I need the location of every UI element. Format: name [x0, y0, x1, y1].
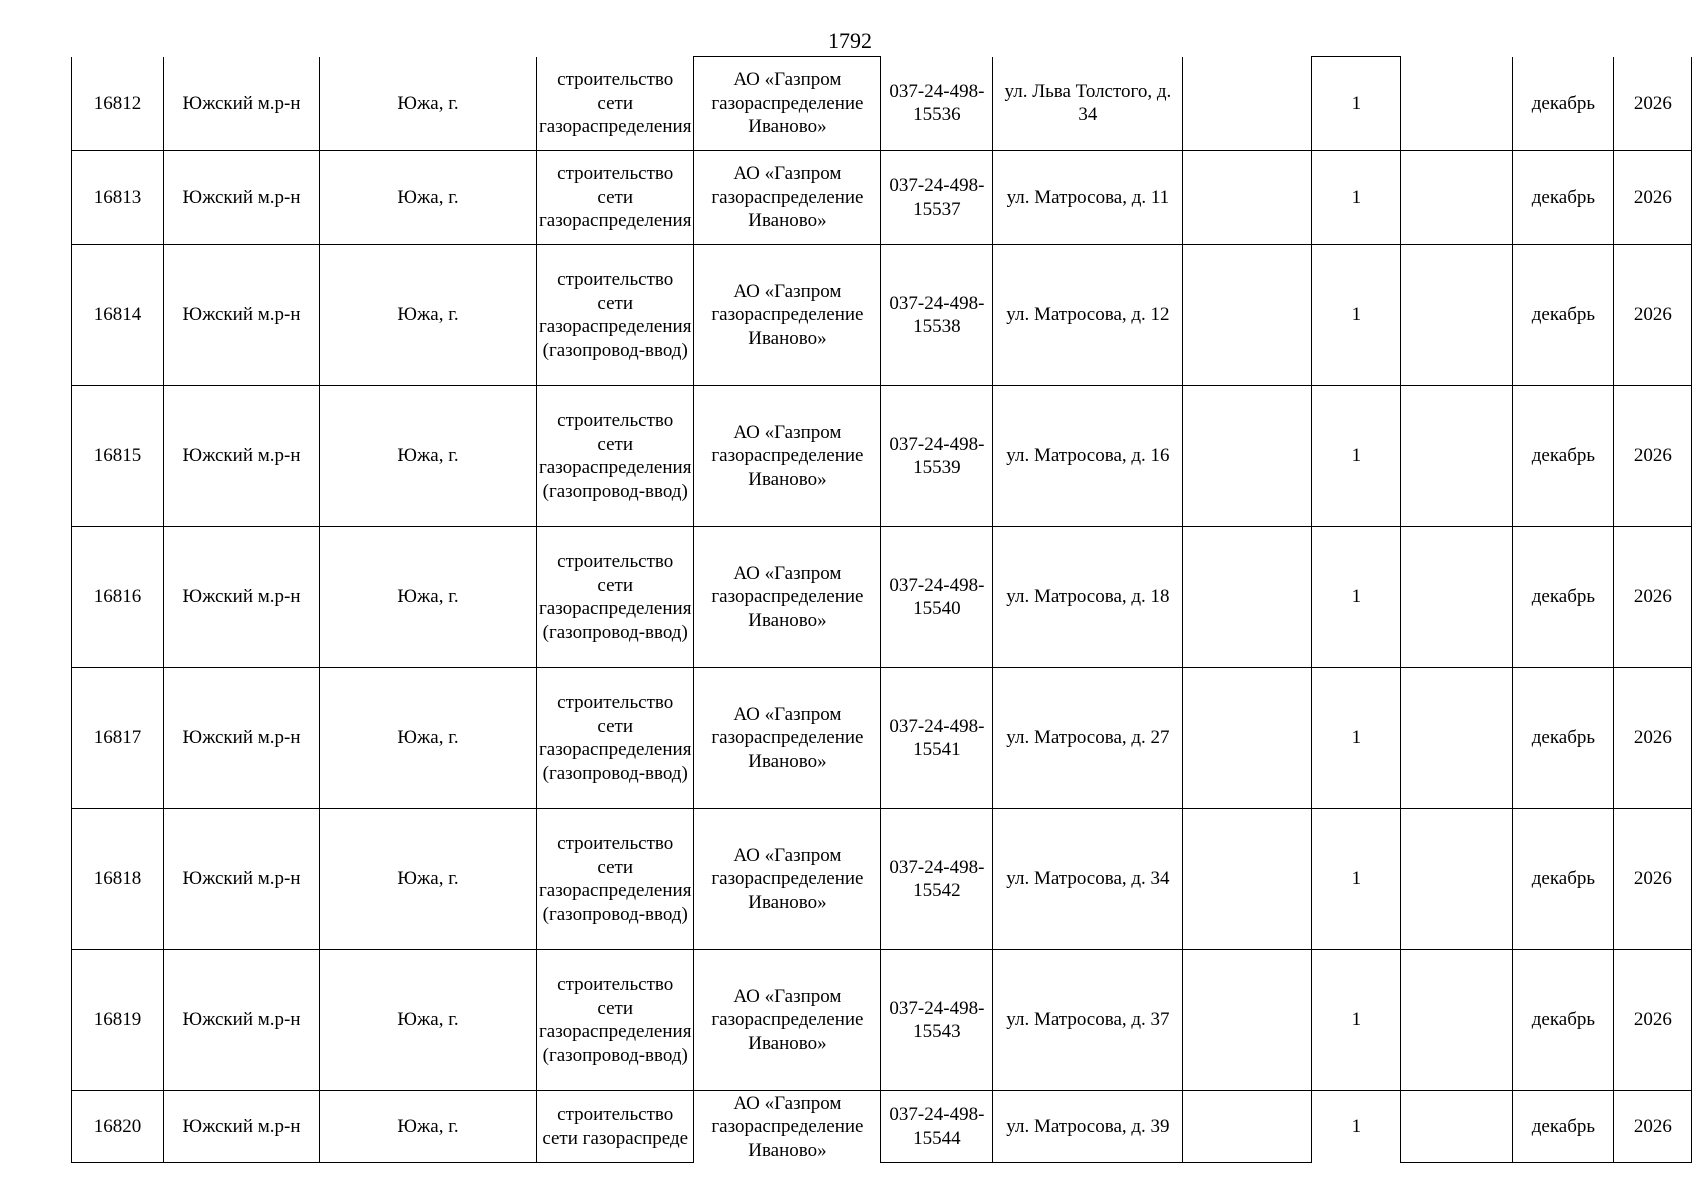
empty-cell [1401, 386, 1513, 527]
work-type-cell: строительство сети газораспределения (газопровод-ввод) [537, 950, 694, 1091]
row-number-cell: 16815 [72, 386, 164, 527]
district-cell: Южский м.р-н [164, 245, 320, 386]
work-type-cell: строительство сети газораспределения (газопровод-ввод) [537, 809, 694, 950]
quantity-cell: 1 [1312, 809, 1401, 950]
district-cell: Южский м.р-н [164, 809, 320, 950]
address-cell: ул. Матросова, д. 11 [993, 151, 1183, 245]
district-cell: Южский м.р-н [164, 950, 320, 1091]
organization-cell: АО «Газпром газораспределение Иваново» [694, 151, 881, 245]
address-cell: ул. Матросова, д. 16 [993, 386, 1183, 527]
city-cell: Южа, г. [320, 527, 537, 668]
year-cell: 2026 [1614, 245, 1692, 386]
empty-cell [1401, 57, 1513, 151]
organization-cell: АО «Газпром газораспределение Иваново» [694, 527, 881, 668]
year-cell: 2026 [1614, 57, 1692, 151]
year-cell: 2026 [1614, 950, 1692, 1091]
district-cell: Южский м.р-н [164, 386, 320, 527]
object-code-cell: 037-24-498-15538 [881, 245, 993, 386]
organization-cell: АО «Газпром газораспределение Иваново» [694, 57, 881, 151]
table-row [72, 950, 1692, 1091]
quantity-cell: 1 [1312, 668, 1401, 809]
work-type-cell: строительство сети газораспределения (газопровод-ввод) [537, 245, 694, 386]
district-cell: Южский м.р-н [164, 527, 320, 668]
city-cell: Южа, г. [320, 151, 537, 245]
table-row [72, 809, 1692, 950]
address-cell: ул. Матросова, д. 37 [993, 950, 1183, 1091]
city-cell: Южа, г. [320, 1091, 537, 1163]
work-type-cell: строительство сети газораспределения [537, 151, 694, 245]
year-cell: 2026 [1614, 809, 1692, 950]
work-type-cell: строительство сети газораспределения [537, 57, 694, 151]
quantity-cell: 1 [1312, 151, 1401, 245]
empty-cell [1401, 245, 1513, 386]
empty-cell [1183, 668, 1312, 809]
empty-cell [1401, 151, 1513, 245]
address-cell: ул. Льва Толстого, д. 34 [993, 57, 1183, 151]
object-code-cell: 037-24-498-15540 [881, 527, 993, 668]
quantity-cell: 1 [1312, 1091, 1401, 1163]
empty-cell [1401, 527, 1513, 668]
work-type-cell: строительство сети газораспреде [537, 1091, 694, 1163]
city-cell: Южа, г. [320, 57, 537, 151]
object-code-cell: 037-24-498-15536 [881, 57, 993, 151]
page-number: 1792 [828, 28, 872, 53]
address-cell: ул. Матросова, д. 18 [993, 527, 1183, 668]
empty-cell [1183, 57, 1312, 151]
table-row [72, 151, 1692, 245]
object-code-cell: 037-24-498-15543 [881, 950, 993, 1091]
month-cell: декабрь [1513, 57, 1614, 151]
month-cell: декабрь [1513, 245, 1614, 386]
table-row [72, 386, 1692, 527]
city-cell: Южа, г. [320, 245, 537, 386]
quantity-cell: 1 [1312, 57, 1401, 151]
address-cell: ул. Матросова, д. 12 [993, 245, 1183, 386]
row-number-cell: 16819 [72, 950, 164, 1091]
gas-network-table [71, 56, 1692, 1163]
work-type-cell: строительство сети газораспределения (газопровод-ввод) [537, 527, 694, 668]
empty-cell [1183, 527, 1312, 668]
month-cell: декабрь [1513, 950, 1614, 1091]
address-cell: ул. Матросова, д. 27 [993, 668, 1183, 809]
district-cell: Южский м.р-н [164, 1091, 320, 1163]
month-cell: декабрь [1513, 151, 1614, 245]
empty-cell [1183, 809, 1312, 950]
object-code-cell: 037-24-498-15537 [881, 151, 993, 245]
table-body [72, 57, 1692, 1163]
organization-cell: АО «Газпром газораспределение Иваново» [694, 386, 881, 527]
gas-network-table-container [71, 56, 1692, 1163]
row-number-cell: 16813 [72, 151, 164, 245]
row-number-cell: 16812 [72, 57, 164, 151]
work-type-cell: строительство сети газораспределения (газопровод-ввод) [537, 668, 694, 809]
quantity-cell: 1 [1312, 950, 1401, 1091]
organization-cell: АО «Газпром газораспределение Иваново» [694, 668, 881, 809]
month-cell: декабрь [1513, 527, 1614, 668]
year-cell: 2026 [1614, 668, 1692, 809]
object-code-cell: 037-24-498-15544 [881, 1091, 993, 1163]
year-cell: 2026 [1614, 386, 1692, 527]
table-row [72, 527, 1692, 668]
year-cell: 2026 [1614, 151, 1692, 245]
city-cell: Южа, г. [320, 809, 537, 950]
month-cell: декабрь [1513, 386, 1614, 527]
city-cell: Южа, г. [320, 668, 537, 809]
work-type-cell: строительство сети газораспределения (газопровод-ввод) [537, 386, 694, 527]
organization-cell: АО «Газпром газораспределение Иваново» [694, 245, 881, 386]
empty-cell [1183, 386, 1312, 527]
empty-cell [1183, 245, 1312, 386]
object-code-cell: 037-24-498-15541 [881, 668, 993, 809]
quantity-cell: 1 [1312, 527, 1401, 668]
empty-cell [1401, 809, 1513, 950]
organization-cell: АО «Газпром газораспределение Иваново» [694, 1091, 881, 1163]
year-cell: 2026 [1614, 527, 1692, 668]
row-number-cell: 16820 [72, 1091, 164, 1163]
address-cell: ул. Матросова, д. 34 [993, 809, 1183, 950]
table-row [72, 668, 1692, 809]
city-cell: Южа, г. [320, 950, 537, 1091]
district-cell: Южский м.р-н [164, 57, 320, 151]
empty-cell [1401, 950, 1513, 1091]
object-code-cell: 037-24-498-15539 [881, 386, 993, 527]
year-cell: 2026 [1614, 1091, 1692, 1163]
object-code-cell: 037-24-498-15542 [881, 809, 993, 950]
address-cell: ул. Матросова, д. 39 [993, 1091, 1183, 1163]
quantity-cell: 1 [1312, 245, 1401, 386]
row-number-cell: 16814 [72, 245, 164, 386]
quantity-cell: 1 [1312, 386, 1401, 527]
empty-cell [1183, 1091, 1312, 1163]
city-cell: Южа, г. [320, 386, 537, 527]
row-number-cell: 16816 [72, 527, 164, 668]
month-cell: декабрь [1513, 1091, 1614, 1163]
month-cell: декабрь [1513, 809, 1614, 950]
empty-cell [1401, 1091, 1513, 1163]
month-cell: декабрь [1513, 668, 1614, 809]
empty-cell [1183, 151, 1312, 245]
table-row [72, 57, 1692, 151]
empty-cell [1183, 950, 1312, 1091]
row-number-cell: 16818 [72, 809, 164, 950]
empty-cell [1401, 668, 1513, 809]
district-cell: Южский м.р-н [164, 151, 320, 245]
table-row [72, 245, 1692, 386]
organization-cell: АО «Газпром газораспределение Иваново» [694, 950, 881, 1091]
organization-cell: АО «Газпром газораспределение Иваново» [694, 809, 881, 950]
table-row [72, 1091, 1692, 1163]
district-cell: Южский м.р-н [164, 668, 320, 809]
row-number-cell: 16817 [72, 668, 164, 809]
